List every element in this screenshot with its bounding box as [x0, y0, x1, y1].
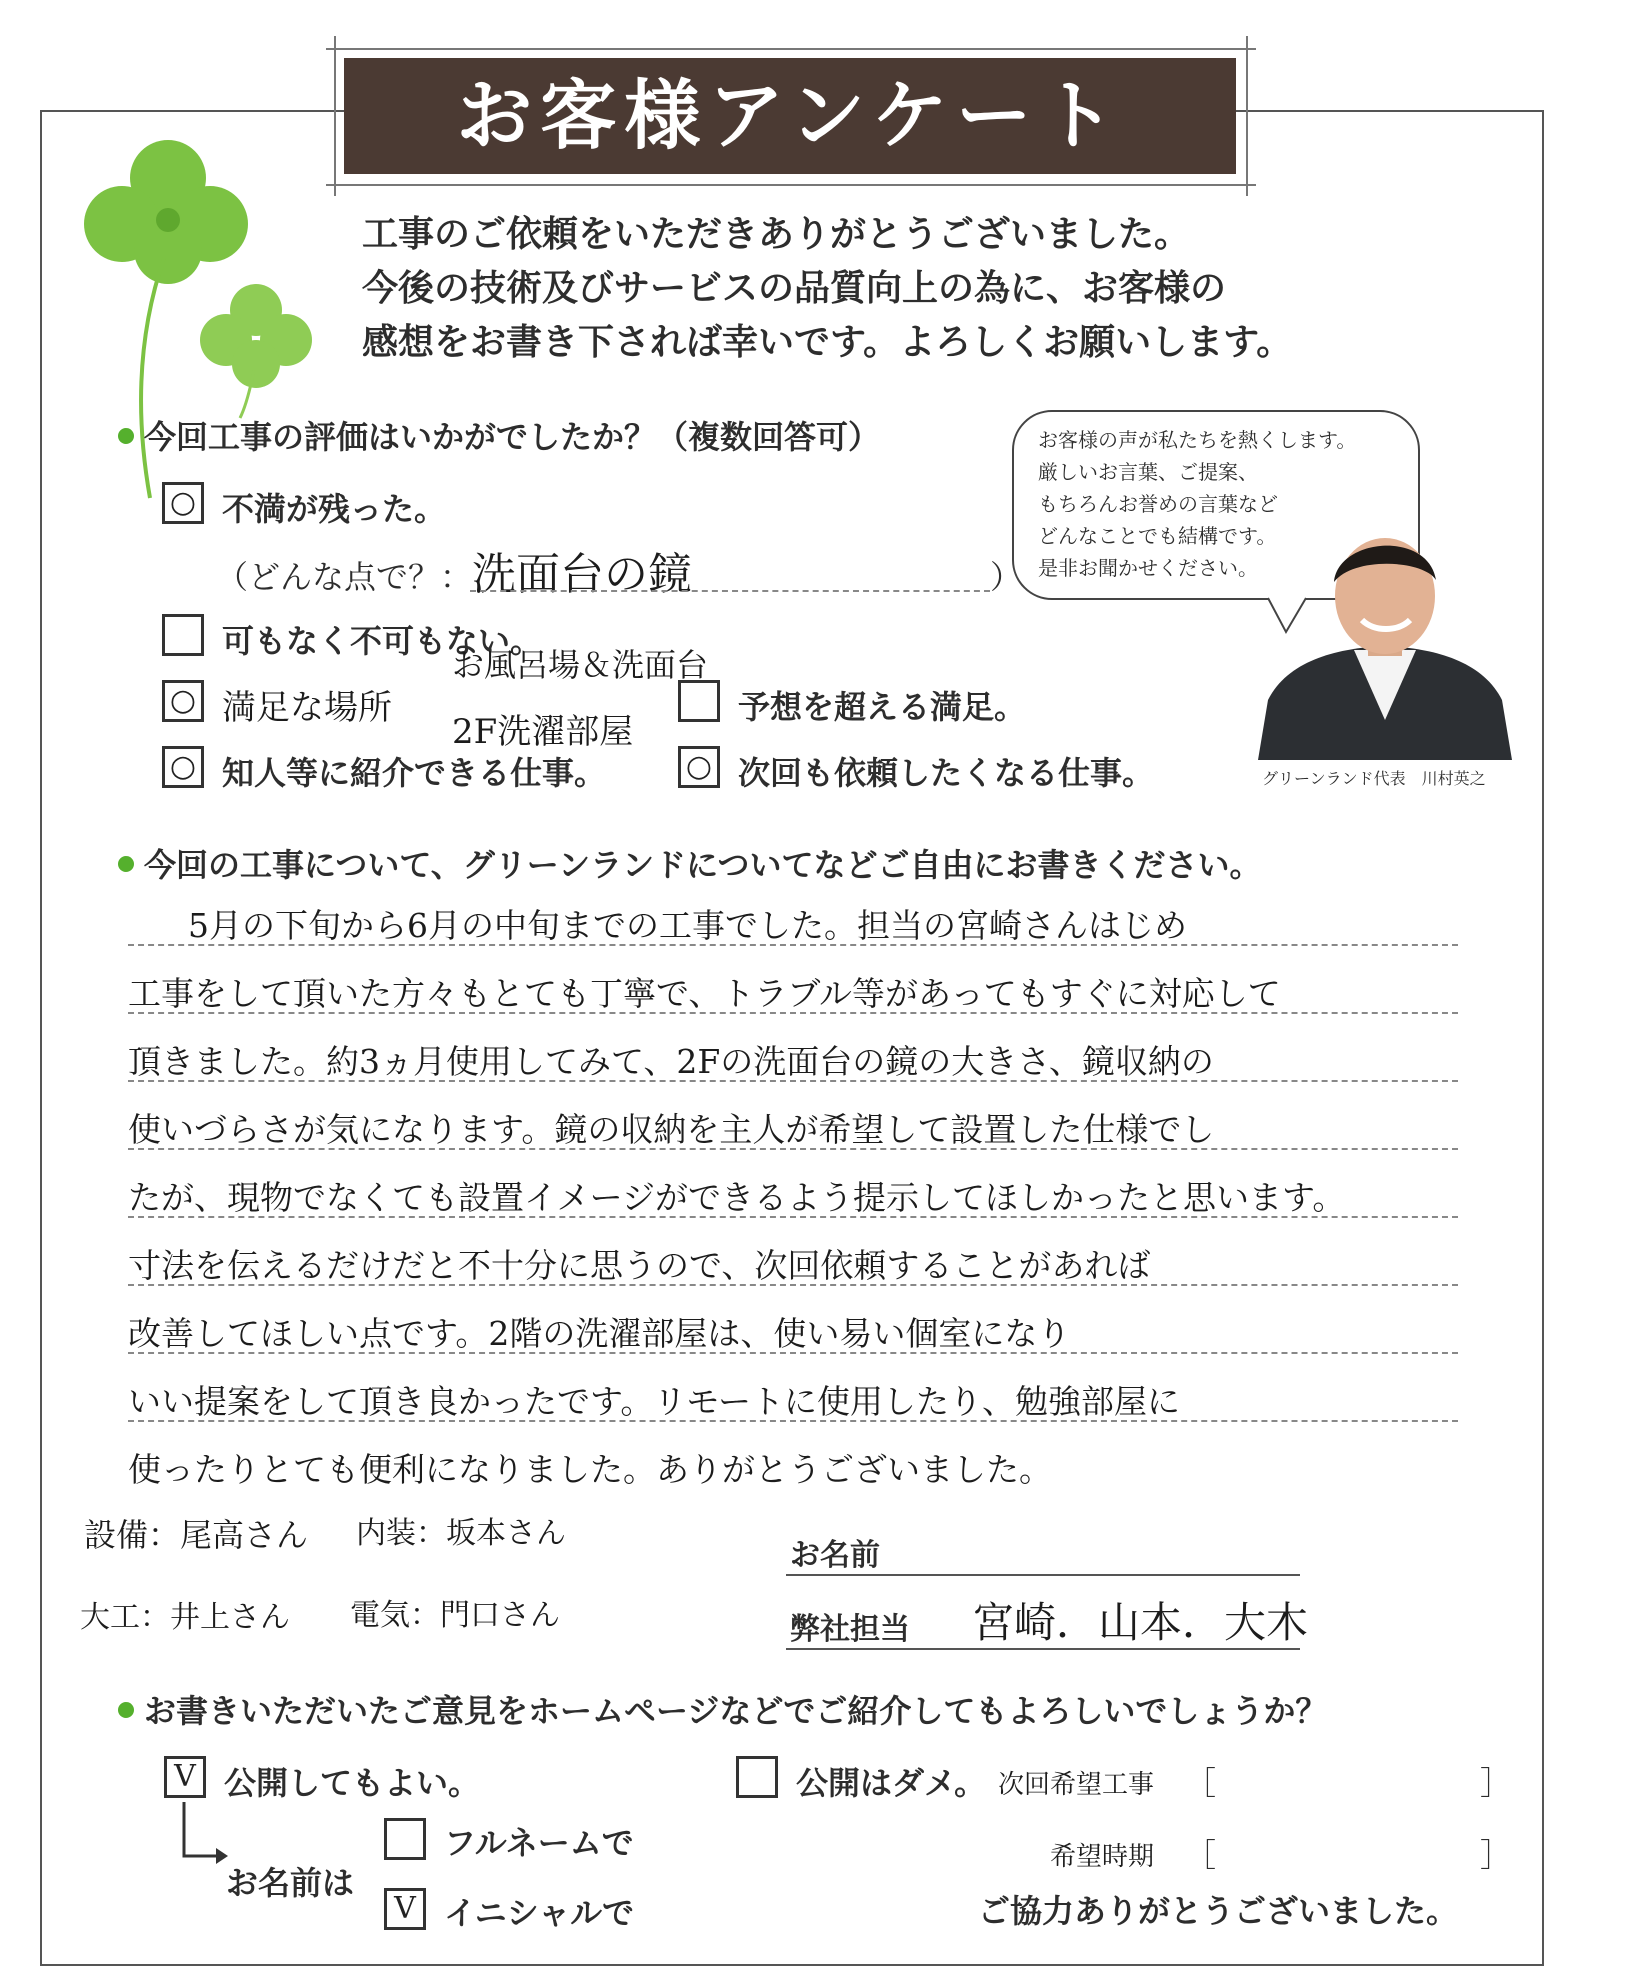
- which-point-answer[interactable]: 洗面台の鏡: [472, 549, 692, 600]
- bubble-line-1: お客様の声が私たちを熱くします。: [1038, 428, 1357, 452]
- option-publish-ok-label: 公開してもよい。: [224, 1764, 481, 1802]
- intro-line-2: 今後の技術及びサービスの品質向上の為に、お客様の: [362, 268, 1227, 309]
- name-label: お名前: [790, 1538, 880, 1573]
- option-recommend-label: 知人等に紹介できる仕事。: [222, 754, 607, 792]
- checkbox-request-again[interactable]: ○: [678, 746, 720, 788]
- president-caption: グリーンランド代表 川村英之: [1262, 769, 1486, 788]
- comment-line-1: 5月の下旬から6月の中旬までの工事でした。担当の宮崎さんはじめ: [188, 906, 1187, 945]
- checkbox-publish-ok[interactable]: V: [164, 1756, 206, 1798]
- option-again-label: 次回も依頼したくなる仕事。: [738, 754, 1155, 792]
- checkbox-initial[interactable]: V: [384, 1888, 426, 1930]
- comment-line-5: たが、現物でなくても設置イメージができるよう提示してほしかったと思います。: [128, 1178, 1346, 1217]
- option-satisfied-place-label: 満足な場所: [222, 688, 392, 728]
- checkbox-dissatisfied[interactable]: ○: [162, 482, 204, 524]
- option-publish-ng-label: 公開はダメ。: [796, 1764, 987, 1802]
- staff-electric: 電気：門口さん: [350, 1598, 560, 1633]
- comment-line-4: 使いづらさが気になります。鏡の収納を主人が希望して設置した仕様でし: [128, 1110, 1215, 1149]
- comment-line-8: いい提案をして頂き良かったです。リモートに使用したり、勉強部屋に: [128, 1382, 1181, 1421]
- satisfied-place-answer-2[interactable]: 2F洗濯部屋: [452, 712, 634, 752]
- checkbox-fullname[interactable]: [384, 1818, 426, 1860]
- which-point-close: ）: [990, 558, 1023, 596]
- desired-time-bracket-open: ［: [1184, 1836, 1217, 1874]
- staff-carpenter: 大工：井上さん: [80, 1600, 290, 1635]
- rep-value[interactable]: 宮崎．山本．大木: [972, 1598, 1309, 1647]
- bubble-line-4: どんなことでも結構です。: [1038, 524, 1277, 548]
- comment-rule-6: [128, 1284, 1458, 1286]
- bubble-line-2: 厳しいお言葉、ご提案、: [1038, 460, 1258, 484]
- which-point-line: [470, 590, 990, 592]
- checkbox-publish-ng[interactable]: [736, 1756, 778, 1798]
- comment-line-3: 頂きました。約3ヵ月使用してみて、2Fの洗面台の鏡の大きさ、鏡収納の: [128, 1042, 1214, 1081]
- desired-time-bracket-close: ］: [1480, 1836, 1513, 1874]
- option-dissatisfied-label: 不満が残った。: [222, 490, 447, 528]
- page-title: お客様アンケート: [344, 58, 1236, 174]
- next-work-bracket-close: ］: [1480, 1764, 1513, 1802]
- comment-line-7: 改善してほしい点です。2階の洗濯部屋は、使い易い個室になり: [128, 1314, 1071, 1353]
- comment-rule-8: [128, 1420, 1458, 1422]
- green-bullet-icon: [118, 1702, 134, 1718]
- rep-label: 弊社担当: [790, 1612, 910, 1647]
- green-bullet-icon: [118, 428, 134, 444]
- next-work-bracket-open: ［: [1184, 1764, 1217, 1802]
- comment-line-6: 寸法を伝えるだけだと不十分に思うので、次回依頼することがあれば: [128, 1246, 1151, 1285]
- rep-underline: [786, 1648, 1300, 1650]
- comment-rule-4: [128, 1148, 1458, 1150]
- option-initial-label: イニシャルで: [444, 1894, 635, 1932]
- green-bullet-icon: [118, 856, 134, 872]
- name-underline: [786, 1574, 1300, 1576]
- comment-rule-7: [128, 1352, 1458, 1354]
- comment-line-9: 使ったりとても便利になりました。ありがとうございました。: [128, 1450, 1052, 1489]
- checkbox-beyond-expectation[interactable]: [678, 680, 720, 722]
- q2-heading: 今回の工事について、グリーンランドについてなどご自由にお書きください。: [118, 840, 1261, 886]
- which-point-label: （どんな点で？：: [216, 558, 473, 596]
- thanks-text: ご協力ありがとうございました。: [978, 1892, 1459, 1930]
- option-beyond-label: 予想を超える満足。: [738, 688, 1027, 726]
- comment-rule-1: [128, 944, 1458, 946]
- q1-heading: 今回工事の評価はいかがでしたか？（複数回答可）: [118, 412, 880, 458]
- name-is-label: お名前は: [226, 1864, 355, 1902]
- staff-interior: 内装：坂本さん: [356, 1516, 566, 1551]
- comment-line-2: 工事をして頂いた方々もとても丁寧で、トラブル等があってもすぐに対応して: [128, 974, 1281, 1013]
- option-fullname-label: フルネームで: [444, 1824, 634, 1862]
- checkbox-recommend[interactable]: ○: [162, 746, 204, 788]
- intro-text: [362, 208, 1422, 370]
- comment-rule-5: [128, 1216, 1458, 1218]
- option-neutral-label: 可もなく不可もない。: [222, 622, 543, 660]
- staff-equipment: 設備：尾高さん: [84, 1516, 309, 1554]
- satisfied-place-answer-1[interactable]: お風呂場＆洗面台: [452, 646, 709, 684]
- q3-heading: お書きいただいたご意見をホームページなどでご紹介してもよろしいでしょうか？: [118, 1686, 1327, 1732]
- comment-rule-2: [128, 1012, 1458, 1014]
- bubble-line-5: 是非お聞かせください。: [1038, 556, 1258, 580]
- intro-line-3: 感想をお書き下されば幸いです。よろしくお願いします。: [362, 322, 1293, 363]
- comment-rule-3: [128, 1080, 1458, 1082]
- checkbox-satisfied-place[interactable]: ○: [162, 680, 204, 722]
- bubble-line-3: もちろんお誉めの言葉など: [1038, 492, 1278, 516]
- president-portrait: [1258, 520, 1512, 760]
- checkbox-neutral[interactable]: [162, 614, 204, 656]
- desired-time-label: 希望時期: [1050, 1842, 1155, 1872]
- intro-line-1: 工事のご依頼をいただきありがとうございました。: [362, 214, 1191, 255]
- next-work-label: 次回希望工事: [998, 1770, 1155, 1800]
